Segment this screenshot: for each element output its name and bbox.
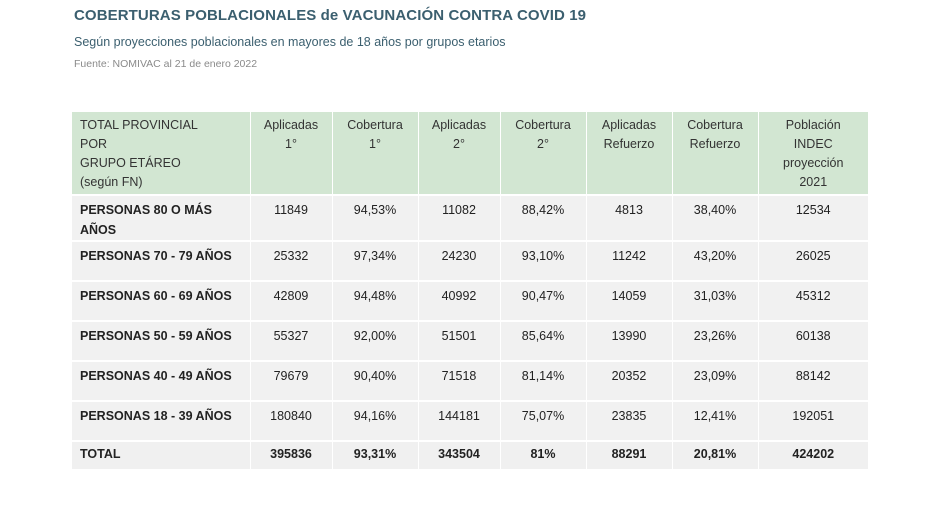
population-cell: 192051	[758, 401, 868, 441]
coverage-booster-cell: 23,26%	[672, 321, 758, 361]
table-row	[72, 361, 868, 401]
table-row	[72, 281, 868, 321]
total-label-cell: TOTAL	[72, 441, 250, 469]
coverage-booster-cell: 31,03%	[672, 281, 758, 321]
total-coverage-booster-cell: 20,81%	[672, 441, 758, 469]
coverage-dose1-cell: 90,40%	[332, 361, 418, 401]
age-group-cell: PERSONAS 60 - 69 AÑOS	[72, 281, 250, 321]
applied-dose1-cell: 11849	[250, 195, 332, 241]
applied-dose1-cell: 55327	[250, 321, 332, 361]
population-cell: 45312	[758, 281, 868, 321]
coverage-dose1-cell: 92,00%	[332, 321, 418, 361]
applied-dose1-cell: 180840	[250, 401, 332, 441]
applied-dose2-cell: 11082	[418, 195, 500, 241]
source-note: Fuente: NOMIVAC al 21 de enero 2022	[74, 58, 258, 70]
total-population-cell: 424202	[758, 441, 868, 469]
header-applied-dose2: Aplicadas 2°	[418, 112, 500, 195]
header-applied-booster: Aplicadas Refuerzo	[586, 112, 672, 195]
total-coverage-dose1-cell: 93,31%	[332, 441, 418, 469]
coverage-booster-cell: 38,40%	[672, 195, 758, 241]
table-row	[72, 321, 868, 361]
page-title: COBERTURAS POBLACIONALES de VACUNACIÓN CONTRA COVID 19	[74, 7, 587, 24]
coverage-dose2-cell: 88,42%	[500, 195, 586, 241]
coverage-table	[72, 112, 868, 469]
coverage-dose2-cell: 90,47%	[500, 281, 586, 321]
applied-booster-cell: 14059	[586, 281, 672, 321]
applied-booster-cell: 13990	[586, 321, 672, 361]
applied-dose2-cell: 24230	[418, 241, 500, 281]
page-subtitle: Según proyecciones poblacionales en mayores de 18 años por grupos etarios	[74, 35, 506, 49]
total-applied-dose2-cell: 343504	[418, 441, 500, 469]
age-group-cell: PERSONAS 18 - 39 AÑOS	[72, 401, 250, 441]
total-coverage-dose2-cell: 81%	[500, 441, 586, 469]
coverage-dose1-cell: 97,34%	[332, 241, 418, 281]
header-coverage-dose2: Cobertura 2°	[500, 112, 586, 195]
applied-dose2-cell: 71518	[418, 361, 500, 401]
population-cell: 26025	[758, 241, 868, 281]
total-applied-dose1-cell: 395836	[250, 441, 332, 469]
header-age-group: TOTAL PROVINCIAL POR GRUPO ETÁREO (según FN)	[72, 112, 250, 195]
coverage-dose1-cell: 94,53%	[332, 195, 418, 241]
applied-booster-cell: 23835	[586, 401, 672, 441]
applied-booster-cell: 11242	[586, 241, 672, 281]
table-row	[72, 195, 868, 241]
coverage-dose2-cell: 85,64%	[500, 321, 586, 361]
total-applied-booster-cell: 88291	[586, 441, 672, 469]
header-coverage-dose1: Cobertura 1°	[332, 112, 418, 195]
coverage-booster-cell: 12,41%	[672, 401, 758, 441]
coverage-dose2-cell: 75,07%	[500, 401, 586, 441]
age-group-cell: PERSONAS 70 - 79 AÑOS	[72, 241, 250, 281]
age-group-cell: PERSONAS 40 - 49 AÑOS	[72, 361, 250, 401]
table-header-row	[72, 112, 868, 195]
applied-dose1-cell: 42809	[250, 281, 332, 321]
applied-dose2-cell: 144181	[418, 401, 500, 441]
applied-dose1-cell: 25332	[250, 241, 332, 281]
age-group-cell: PERSONAS 80 O MÁS AÑOS	[72, 195, 250, 241]
age-group-cell: PERSONAS 50 - 59 AÑOS	[72, 321, 250, 361]
table-row	[72, 401, 868, 441]
applied-dose2-cell: 40992	[418, 281, 500, 321]
header-applied-dose1: Aplicadas 1°	[250, 112, 332, 195]
applied-booster-cell: 4813	[586, 195, 672, 241]
coverage-dose1-cell: 94,48%	[332, 281, 418, 321]
applied-dose2-cell: 51501	[418, 321, 500, 361]
table-total-row	[72, 441, 868, 469]
population-cell: 12534	[758, 195, 868, 241]
applied-dose1-cell: 79679	[250, 361, 332, 401]
coverage-dose2-cell: 81,14%	[500, 361, 586, 401]
coverage-dose1-cell: 94,16%	[332, 401, 418, 441]
population-cell: 60138	[758, 321, 868, 361]
coverage-booster-cell: 43,20%	[672, 241, 758, 281]
applied-booster-cell: 20352	[586, 361, 672, 401]
population-cell: 88142	[758, 361, 868, 401]
coverage-booster-cell: 23,09%	[672, 361, 758, 401]
header-population: Población INDEC proyección 2021	[758, 112, 868, 195]
table-row	[72, 241, 868, 281]
coverage-dose2-cell: 93,10%	[500, 241, 586, 281]
header-coverage-booster: Cobertura Refuerzo	[672, 112, 758, 195]
